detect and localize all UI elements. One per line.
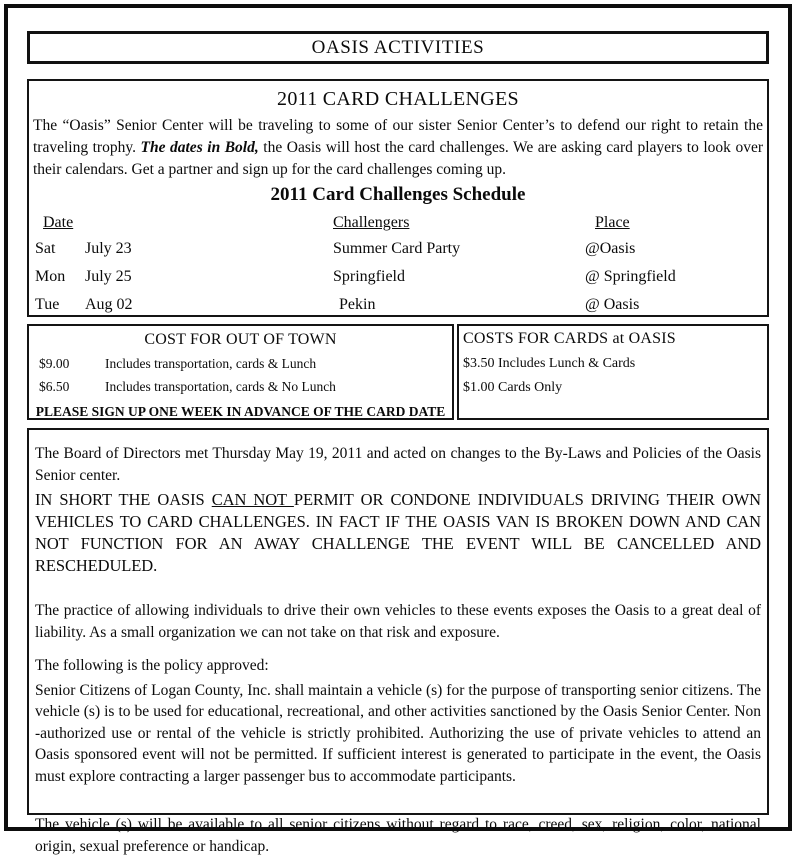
schedule-date: Aug 02	[85, 296, 133, 313]
page-border-frame	[4, 4, 792, 855]
price-line	[39, 379, 452, 395]
cost-at-oasis-heading: COSTS FOR CARDS at OASIS	[463, 330, 676, 347]
price-value: $6.50	[39, 379, 70, 394]
price-line: $3.50 Includes Lunch & Cards	[463, 356, 636, 371]
intro-text-before: The “Oasis” Senior Center will be traveling to some of our sister Senior Center’s to defend our right to retain the traveling trophy.	[33, 117, 763, 156]
price-value: $9.00	[39, 356, 70, 371]
intro-text-bold-italic: The dates in Bold,	[140, 139, 259, 156]
schedule-row	[33, 263, 763, 291]
price-description: Includes transportation, cards & No Lunch	[105, 379, 336, 394]
column-header-challengers: Challengers	[333, 214, 410, 231]
card-challenges-heading: 2011 CARD CHALLENGES	[277, 88, 519, 110]
caps-text-after: PERMIT OR CONDONE INDIVIDUALS DRIVING THEIR OWN VEHICLES TO CARD CHALLENGES. IN FACT IF THE OASIS VAN IS BROKEN DOWN AND CAN NOT FUNCTION FOR AN AWAY CHALLENGE THE EVENT WILL BE CANCELLED AND RESCHEDULED.	[35, 490, 761, 575]
cost-out-of-town-box	[27, 324, 454, 420]
column-header-place: Place	[595, 214, 630, 231]
policy-paragraph-board: The Board of Directors met Thursday May 19, 2011 and acted on changes to the By-Laws and Policies of the Oasis Senior center.	[35, 445, 761, 484]
page-content	[8, 31, 788, 855]
schedule-place: @Oasis	[585, 240, 636, 257]
schedule-challenger: Pekin	[339, 296, 376, 313]
schedule-table	[33, 210, 763, 319]
schedule-day: Mon	[35, 268, 66, 285]
card-challenges-section	[27, 79, 769, 317]
caps-text-before: IN SHORT THE OASIS	[35, 490, 212, 509]
schedule-challenger: Springfield	[333, 268, 405, 285]
cost-section	[27, 324, 769, 420]
price-description: Includes transportation, cards & Lunch	[105, 356, 317, 371]
schedule-place: @ Springfield	[585, 268, 676, 285]
schedule-challenger: Summer Card Party	[333, 240, 461, 257]
price-line	[39, 356, 452, 372]
column-header-date: Date	[43, 214, 74, 231]
schedule-row	[33, 291, 763, 319]
price-line: $1.00 Cards Only	[463, 380, 563, 395]
caps-text-underlined: CAN NOT	[211, 490, 294, 509]
schedule-date: July 23	[85, 240, 132, 257]
cost-at-oasis-box	[457, 324, 769, 420]
schedule-date: July 25	[85, 268, 132, 285]
page-title-box	[27, 31, 769, 64]
policy-section	[27, 428, 769, 855]
schedule-place: @ Oasis	[585, 296, 640, 313]
intro-text-after: the Oasis will host the card challenges. We are asking card players to look over their calendars. Get a partner and sign up for the card challenges coming up.	[33, 139, 763, 178]
page-title: OASIS ACTIVITIES	[311, 36, 485, 58]
schedule-row	[33, 235, 763, 263]
schedule-day: Tue	[35, 296, 60, 313]
schedule-day: Sat	[35, 240, 56, 257]
policy-paragraph-following: The following is the policy approved:	[35, 657, 269, 674]
intro-paragraph	[33, 115, 763, 181]
schedule-header-row	[33, 210, 763, 235]
schedule-heading: 2011 Card Challenges Schedule	[270, 184, 526, 205]
policy-paragraph-practice: The practice of allowing individuals to drive their own vehicles to these events exposes the Oasis to a great deal of liability. As a small organization we can not take on that risk and exposure.	[35, 602, 761, 641]
policy-paragraph-inshort	[35, 489, 761, 577]
policy-paragraph-vehicle: Senior Citizens of Logan County, Inc. shall maintain a vehicle (s) for the purpose of transporting senior citizens. The vehicle (s) is to be used for educational, recreational, and other activities sanctioned by the Oasis Senior Center. Non -authorized use or rental of the vehicle is strictly prohibited. Authorizing the use of private vehicles to attend an Oasis sponsored event will not be permitted. If sufficient interest is generated to participate in the event, the Oasis must explore contracting a larger passenger bus to accommodate participants.	[35, 681, 761, 785]
signup-note: PLEASE SIGN UP ONE WEEK IN ADVANCE OF THE CARD DATE	[35, 404, 446, 419]
cost-out-of-town-heading: COST FOR OUT OF TOWN	[144, 331, 337, 348]
policy-paragraph-availability: The vehicle (s) will be available to all senior citizens without regard to race, creed, sex, religion, color, national origin, sexual preference or handicap.	[35, 816, 761, 855]
